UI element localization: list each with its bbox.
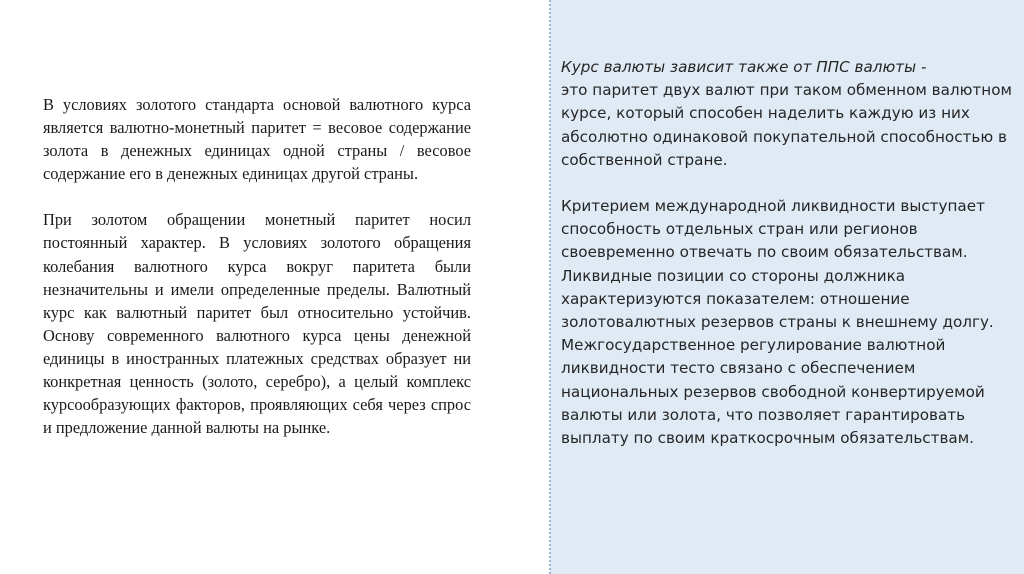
pps-paragraph: [561, 56, 1016, 172]
gold-standard-paragraph: В условиях золотого стандарта основой валютного курса является валютно-монетный паритет = весовое содержание золота в денежных единицах одной страны / весовое содержание его в денежных единицах другой страны.: [43, 95, 471, 184]
liquidity-criterion-paragraph: Критерием международной ликвидности выступает способность отдельных стран или регионов своевременно отвечать по своим обязательствам.: [561, 197, 985, 262]
pps-heading-italic: Курс валюты зависит также от ППС валюты -: [561, 58, 927, 76]
liquidity-positions-paragraph: Ликвидные позиции со стороны должника характеризуются показателем: отношение золотовалютных резервов страны к внешнему долгу. Межгосударственное регулирование валютной ликвидности тесто связано с обеспечением национальных резервов свободной конвертируемой валюты или золота, что позволяет гарантировать выплату по своим краткосрочным обязательствам.: [561, 266, 994, 448]
pps-definition: это паритет двух валют при таком обменном валютном курсе, который способен наделить каждую из них абсолютно одинаковой покупательной способностью в собственной стране.: [561, 81, 1012, 169]
gold-circulation-paragraph: При золотом обращении монетный паритет носил постоянный характер. В условиях золотого обращения колебания валютного курса вокруг паритета были незначительны и имели определенные пределы. Валютный курс как валютный паритет был относительно устойчив. Основу современного валютного курса цены денежной единицы в иностранных платежных средствах образует ни конкретная ценность (золото, серебро), а целый комплекс курсообразующих факторов, проявляющих себя через спрос и предложение данной валюты на рынке.: [43, 210, 471, 438]
right-text-column: [561, 56, 1016, 450]
panel-dotted-border: [549, 0, 551, 574]
left-text-column: [43, 93, 471, 439]
